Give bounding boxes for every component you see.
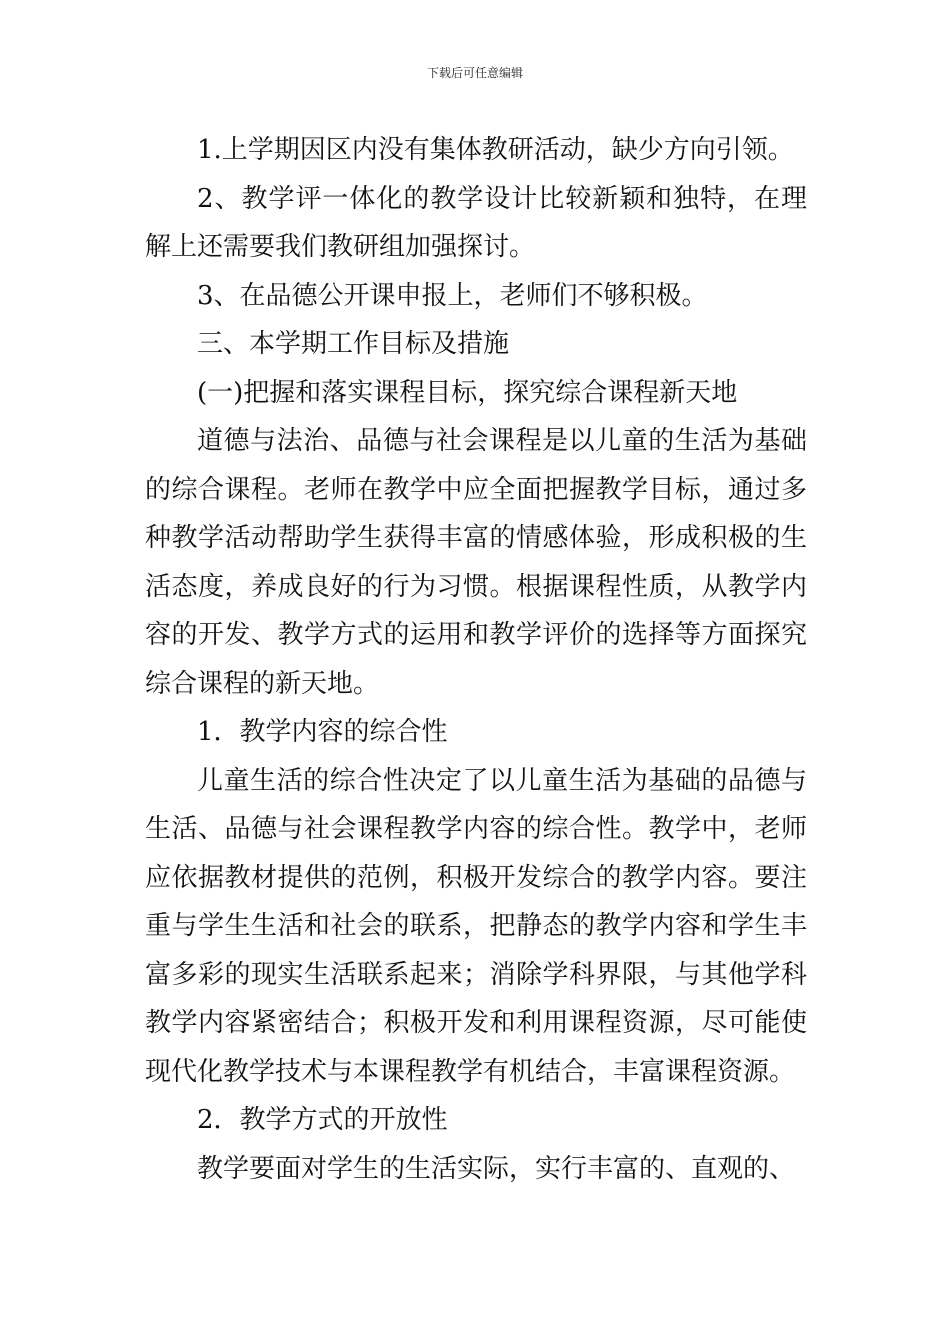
paragraph-problem-2: 2、教学评一体化的教学设计比较新颖和独特，在理解上还需要我们教研组加强探讨。 bbox=[145, 183, 807, 262]
paragraph-course-intro: 道德与法治、品德与社会课程是以儿童的生活为基础的综合课程。老师在教学中应全面把握教学目标，通过多种教学活动帮助学生获得丰富的情感体验，形成积极的生活态度，养成良好的行为习惯。根据课程性质，从教学内容的开发、教学方式的运用和教学评价的选择等方面探究综合课程的新天地。 bbox=[145, 426, 807, 699]
section-heading-goals: 三、本学期工作目标及措施 bbox=[197, 329, 510, 359]
item-heading-content: 1．教学内容的综合性 bbox=[197, 717, 448, 747]
paragraph-problem-1: 1.上学期因区内没有集体教研活动，缺少方向引领。 bbox=[197, 135, 794, 165]
paragraph-content: 儿童生活的综合性决定了以儿童生活为基础的品德与生活、品德与社会课程教学内容的综合性。教学中，老师应依据教材提供的范例，积极开发综合的教学内容。要注重与学生生活和社会的联系，把静态的教学内容和学生丰富多彩的现实生活联系起来；消除学科界限，与其他学科教学内容紧密结合；积极开发和利用课程资源，尽可能使现代化教学技术与本课程教学有机结合，丰富课程资源。 bbox=[145, 765, 807, 1087]
document-body bbox=[145, 126, 807, 1193]
paragraph-problem-3: 3、在品德公开课申报上，老师们不够积极。 bbox=[197, 280, 708, 311]
subsection-heading-1: (一)把握和落实课程目标，探究综合课程新天地 bbox=[197, 377, 738, 408]
header-note: 下载后可任意编辑 bbox=[426, 66, 523, 80]
item-heading-method: 2．教学方式的开放性 bbox=[197, 1105, 448, 1135]
paragraph-method: 教学要面对学生的生活实际，实行丰富的、直观的、 bbox=[197, 1153, 796, 1184]
